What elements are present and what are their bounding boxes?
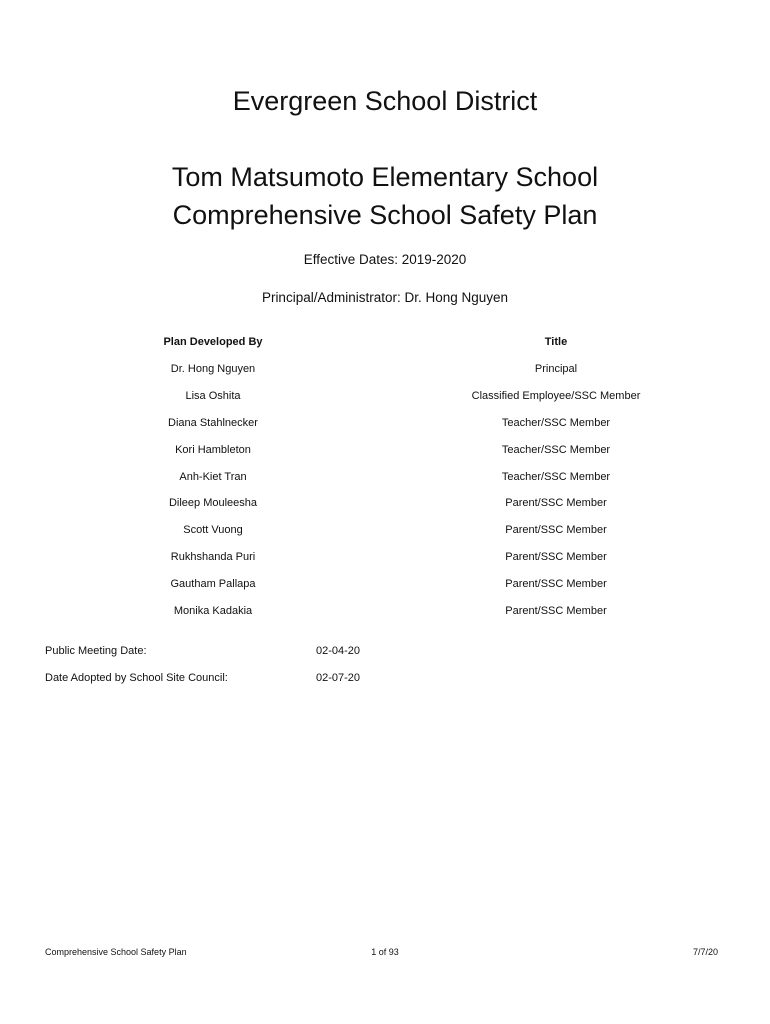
developer-name: Kori Hambleton	[175, 443, 251, 456]
column-header-title: Title	[544, 336, 568, 348]
table-row	[0, 469, 770, 496]
footer-page-number: 1 of 93	[371, 947, 399, 957]
public-meeting-label: Public Meeting Date:	[45, 645, 147, 657]
footer-date: 7/7/20	[692, 947, 718, 957]
plan-developers-table	[0, 361, 770, 630]
district-name: Evergreen School District	[232, 86, 538, 116]
public-meeting-date: 02-04-20	[316, 645, 361, 657]
table-row	[0, 388, 770, 415]
developer-name: Dr. Hong Nguyen	[170, 363, 256, 375]
table-row	[0, 361, 770, 388]
table-row	[0, 549, 770, 576]
developer-title: Parent/SSC Member	[505, 551, 607, 564]
developer-name: Anh-Kiet Tran	[179, 470, 247, 483]
developer-name: Scott Vuong	[183, 524, 243, 537]
table-row	[0, 603, 770, 630]
developer-title: Parent/SSC Member	[505, 497, 607, 510]
developer-title: Principal	[534, 363, 578, 375]
developer-name: Dileep Mouleesha	[168, 497, 258, 510]
school-name: Tom Matsumoto Elementary School	[171, 162, 599, 192]
principal-line: Principal/Administrator: Dr. Hong Nguyen	[261, 290, 509, 305]
developer-name: Gautham Pallapa	[170, 578, 256, 591]
developer-title: Parent/SSC Member	[505, 524, 607, 537]
plan-title: Comprehensive School Safety Plan	[172, 200, 598, 230]
table-row	[0, 442, 770, 469]
date-adopted-value: 02-07-20	[316, 672, 361, 684]
developer-name: Monika Kadakia	[173, 605, 253, 618]
date-adopted-label: Date Adopted by School Site Council:	[45, 672, 228, 684]
table-row	[0, 522, 770, 549]
table-row	[0, 495, 770, 522]
developer-name: Rukhshanda Puri	[170, 551, 256, 564]
developer-name: Lisa Oshita	[185, 389, 241, 402]
table-row	[0, 415, 770, 442]
column-header-plan-developed-by: Plan Developed By	[163, 336, 263, 348]
developer-title: Classified Employee/SSC Member	[471, 389, 641, 402]
developer-title: Parent/SSC Member	[505, 578, 607, 591]
developer-title: Teacher/SSC Member	[501, 443, 611, 456]
table-row	[0, 576, 770, 603]
developer-title: Teacher/SSC Member	[501, 416, 611, 429]
effective-dates: Effective Dates: 2019-2020	[303, 252, 467, 267]
footer-document-title: Comprehensive School Safety Plan	[45, 947, 187, 957]
developer-name: Diana Stahlnecker	[168, 416, 258, 429]
developer-title: Parent/SSC Member	[505, 605, 607, 618]
developer-title: Teacher/SSC Member	[501, 470, 611, 483]
